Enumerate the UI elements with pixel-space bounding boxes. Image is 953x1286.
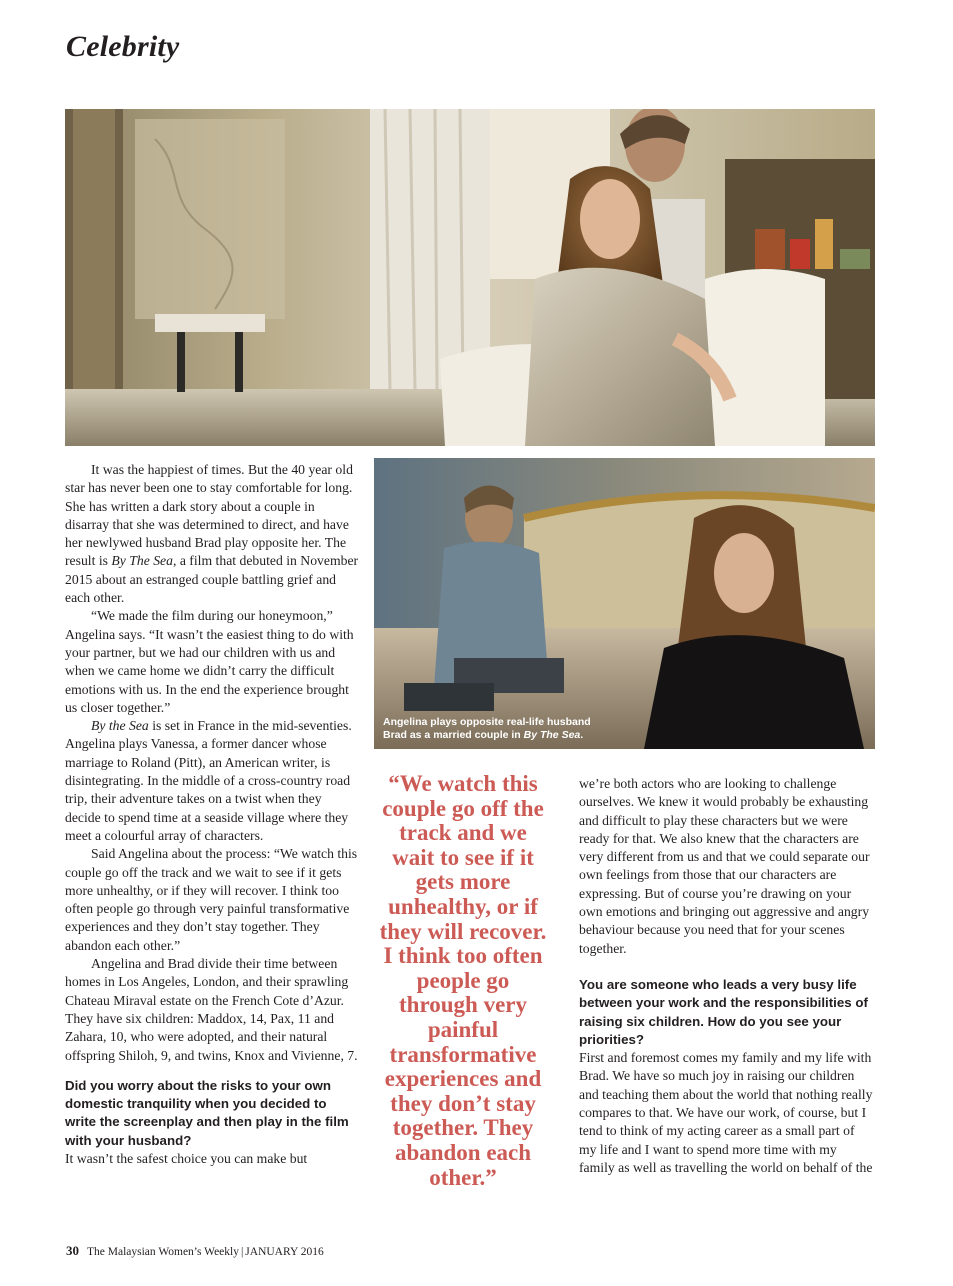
page-footer xyxy=(66,1243,324,1259)
magazine-name: The Malaysian Women’s Weekly xyxy=(87,1246,239,1258)
article-paragraph xyxy=(65,461,360,607)
page-number: 30 xyxy=(66,1243,79,1258)
article-paragraph: Angelina and Brad divide their time between homes in Los Angeles, London, and their sprawling Chateau Miraval estate on the French Cote d’Azur. They have six children: Maddox, 14, Pax, 11 and Zahara, 10, who were adopted, and their natural offspring Shiloh, 9, and twins, Knox and Vivienne, 7. xyxy=(65,956,358,1063)
article-paragraph xyxy=(65,717,360,845)
paragraph-text: , a film that debuted in November 2015 about an estranged couple battling grief and each other. xyxy=(65,553,359,606)
paragraph-text: It was the happiest of times. But the 40 year old star has never been one to stay comfortable for long. She has written a dark story about a couple in disarray that she was determined to direct, and have her newlywed husband Brad play opposite her. The result is xyxy=(65,462,353,569)
paragraph-text: is set in France in the mid-seventies. Angelina plays Vanessa, a former dancer whose marriage to Roland (Pitt), an American writer, is disintegrating. In the middle of a cross-country road trip, their adventure takes on a twist when they decide to spend time at a seaside village where they meet a colourful array of characters. xyxy=(65,718,352,843)
photo-caption xyxy=(383,716,591,742)
article-paragraph: Said Angelina about the process: “We watch this couple go off the track and we wait to see if it gets more unhealthy, or if they will recover. I think too often people go through very painful transformative experiences and they don’t stay together. They abandon each other.” xyxy=(65,846,358,953)
interview-answer: First and foremost comes my family and my life with Brad. We have so much joy in raising our children and teaching them about the world that nothing really compares to that. We have our work, of course, but I tend to think of my acting career as a small part of my life and I want to spend more time with my family as well as travelling the world on behalf of the xyxy=(579,1050,873,1175)
photo-couple-on-bed-image xyxy=(374,458,875,749)
caption-line1: Angelina plays opposite real-life husband xyxy=(383,716,591,728)
interview-question: Did you worry about the risks to your own domestic tranquility when you decided to write the screenplay and then play in the film with your husband? xyxy=(65,1077,349,1148)
photo-couple-on-bed xyxy=(374,458,875,749)
caption-film-title: By The Sea xyxy=(523,729,581,741)
article-paragraph: “We made the film during our honeymoon,” Angelina says. “It wasn’t the easiest thing to do with your partner, but we had our children with us and when we came home we didn’t carry the difficult emotions with us. In the end the experience brought us closer together.” xyxy=(65,608,354,715)
interview-question: You are someone who leads a very busy life between your work and the responsibilities of raising six children. How do you see your priorities? xyxy=(579,976,868,1047)
film-title: By the Sea xyxy=(91,718,149,734)
photo-couple-hotel-room-image xyxy=(65,109,875,446)
interview-answer: It wasn’t the safest choice you can make but xyxy=(65,1150,308,1166)
pull-quote: “We watch this couple go off the track and we wait to see if it gets more unhealthy, or if they will recover. I think too often people go through very painful transformative experiences and they don’t stay together. They abandon each other.” xyxy=(379,771,547,1190)
article-column-right xyxy=(579,775,875,1177)
caption-line2-prefix: Brad as a married couple in xyxy=(383,729,524,741)
footer-separator: | xyxy=(240,1246,244,1258)
photo-couple-hotel-room xyxy=(65,109,875,446)
interview-answer: we’re both actors who are looking to challenge ourselves. We knew it would probably be exhausting and difficult to play these characters but we were ready for that. We also knew that the characters are very different from us and that we could separate our own feelings from those that our characters are expressing. But of course you’re drawing on your own emotions and bringing out aggressive and angry behaviour because you need that for your scenes together. xyxy=(579,776,870,956)
film-title: By The Sea xyxy=(111,553,173,569)
issue-date: JANUARY 2016 xyxy=(245,1246,324,1258)
article-column-left xyxy=(65,461,360,1168)
section-title: Celebrity xyxy=(66,30,180,63)
caption-line2-end: . xyxy=(580,729,584,741)
